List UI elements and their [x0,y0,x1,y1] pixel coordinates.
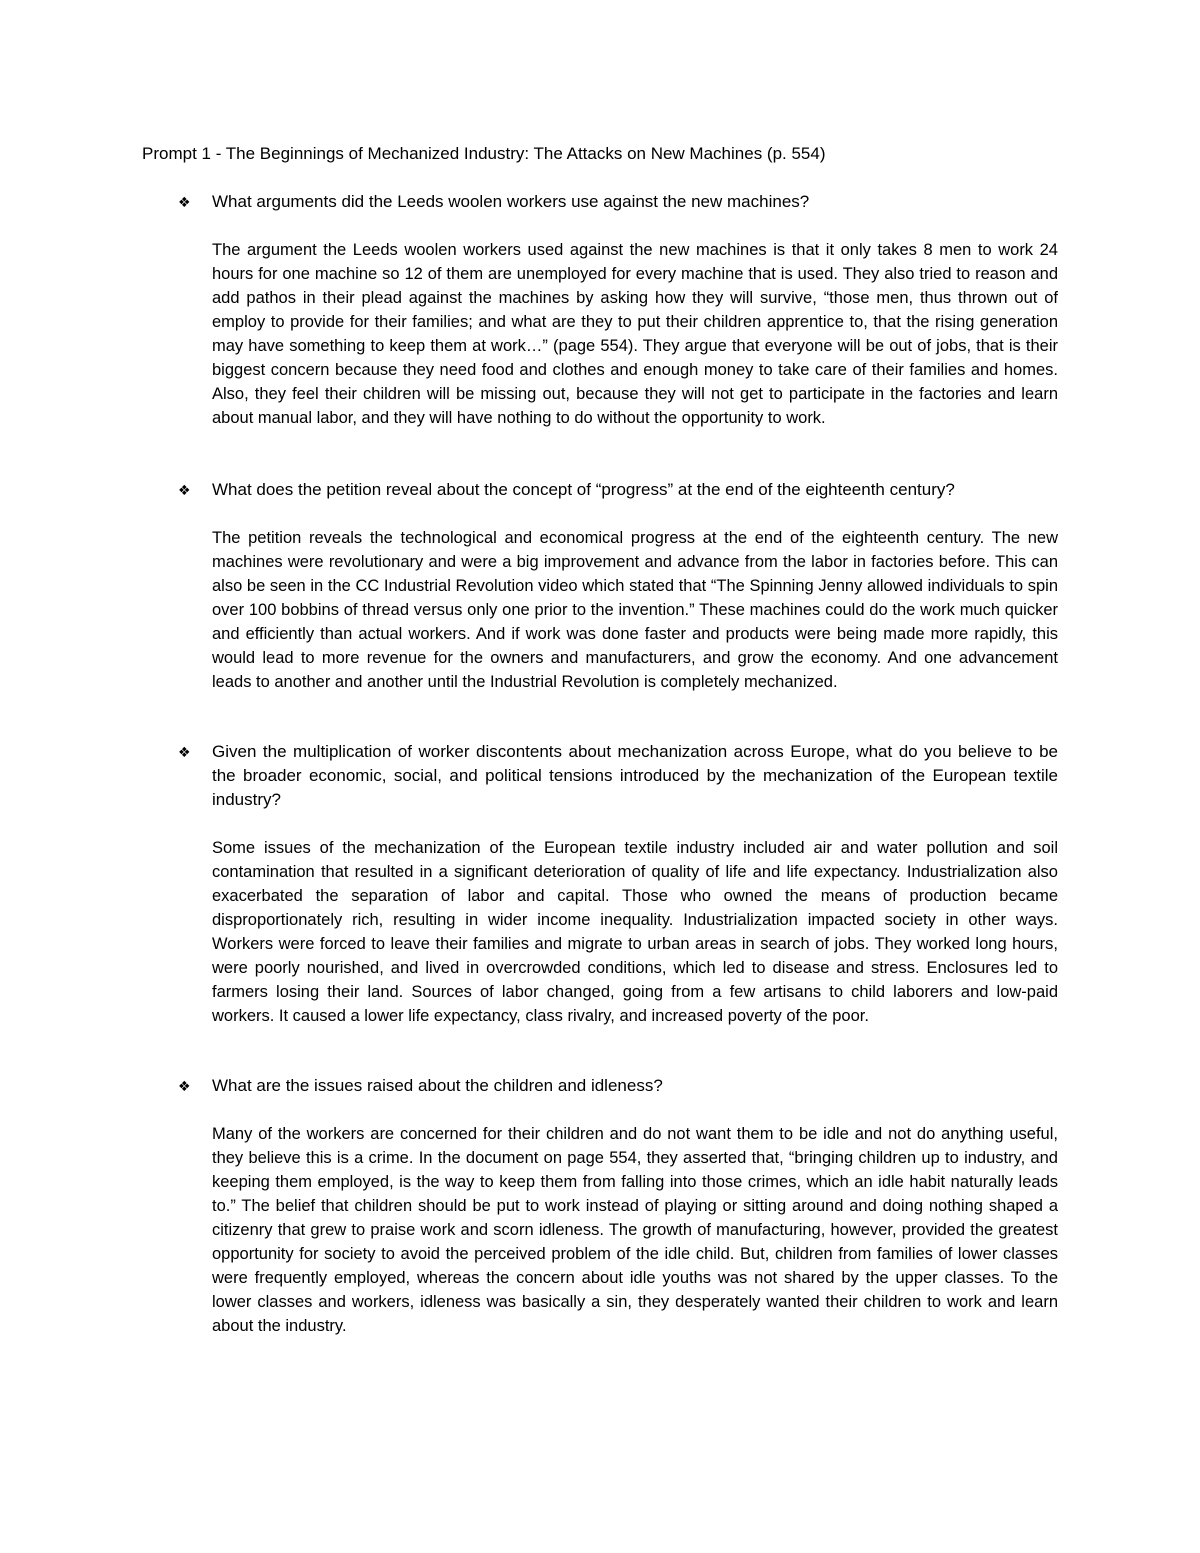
answer-1: The argument the Leeds woolen workers used against the new machines is that it only takes 8 men to work 24 hours for one machine so 12 of them are unemployed for every machine that is used. They also tried to reason and add pathos in their plead against the machines by asking how they will survive, “those men, thus thrown out of employ to provide for their families; and what are they to put their children apprentice to, that the rising generation may have something to keep them at work…” (page 554). They argue that everyone will be out of jobs, that is their biggest concern because they need food and clothes and enough money to take care of their families and homes. Also, they feel their children will be missing out, because they will not get to participate in the factories and learn about manual labor, and they will have nothing to do without the opportunity to work. [212,241,1058,427]
answer-3: Some issues of the mechanization of the European textile industry included air and water pollution and soil contamination that resulted in a significant deterioration of quality of life and life expectancy. Industrialization also exacerbated the separation of labor and capital. Those who owned the means of production became disproportionately rich, resulting in wider income inequality. Industrialization impacted society in other ways. Workers were forced to leave their families and migrate to urban areas in search of jobs. They worked long hours, were poorly nourished, and lived in overcrowded conditions, which led to disease and stress. Enclosures led to farmers losing their land. Sources of labor changed, going from a few artisans to child laborers and low-paid workers. It caused a lower life expectancy, class rivalry, and increased poverty of the poor. [212,839,1058,1025]
question-4: What are the issues raised about the children and idleness? [212,1076,663,1095]
diamond-bullet-icon: ❖ [178,482,191,498]
question-2: What does the petition reveal about the concept of “progress” at the end of the eighteenth century? [212,480,955,499]
diamond-bullet-icon: ❖ [178,744,191,760]
question-1: What arguments did the Leeds woolen workers use against the new machines? [212,192,810,211]
diamond-bullet-icon: ❖ [178,194,191,210]
diamond-bullet-icon: ❖ [178,1078,191,1094]
question-3: Given the multiplication of worker discontents about mechanization across Europe, what do you believe to be the broader economic, social, and political tensions introduced by the mechanization of the European textile industry? [212,742,1058,809]
answer-2: The petition reveals the technological and economical progress at the end of the eighteenth century. The new machines were revolutionary and were a big improvement and advance from the labor in factories before. This can also be seen in the CC Industrial Revolution video which stated that “The Spinning Jenny allowed individuals to spin over 100 bobbins of thread versus only one prior to the invention.” These machines could do the work much quicker and efficiently than actual workers. And if work was done faster and products were being made more rapidly, this would lead to more revenue for the owners and manufacturers, and grow the economy. And one advancement leads to another and another until the Industrial Revolution is completely mechanized. [212,529,1058,691]
document-title: Prompt 1 - The Beginnings of Mechanized Industry: The Attacks on New Machines (p. 554) [142,144,826,163]
answer-4: Many of the workers are concerned for their children and do not want them to be idle and not do anything useful, they believe this is a crime. In the document on page 554, they asserted that, “bringing children up to industry, and keeping them employed, is the way to keep them from falling into those crimes, which an idle habit naturally leads to.” The belief that children should be put to work instead of playing or sitting around and doing nothing shaped a citizenry that grew to praise work and scorn idleness. The growth of manufacturing, however, provided the greatest opportunity for society to avoid the perceived problem of the idle child. But, children from families of lower classes were frequently employed, whereas the concern about idle youths was not shared by the upper classes. To the lower classes and workers, idleness was basically a sin, they desperately wanted their children to work and learn about the industry. [212,1125,1058,1335]
